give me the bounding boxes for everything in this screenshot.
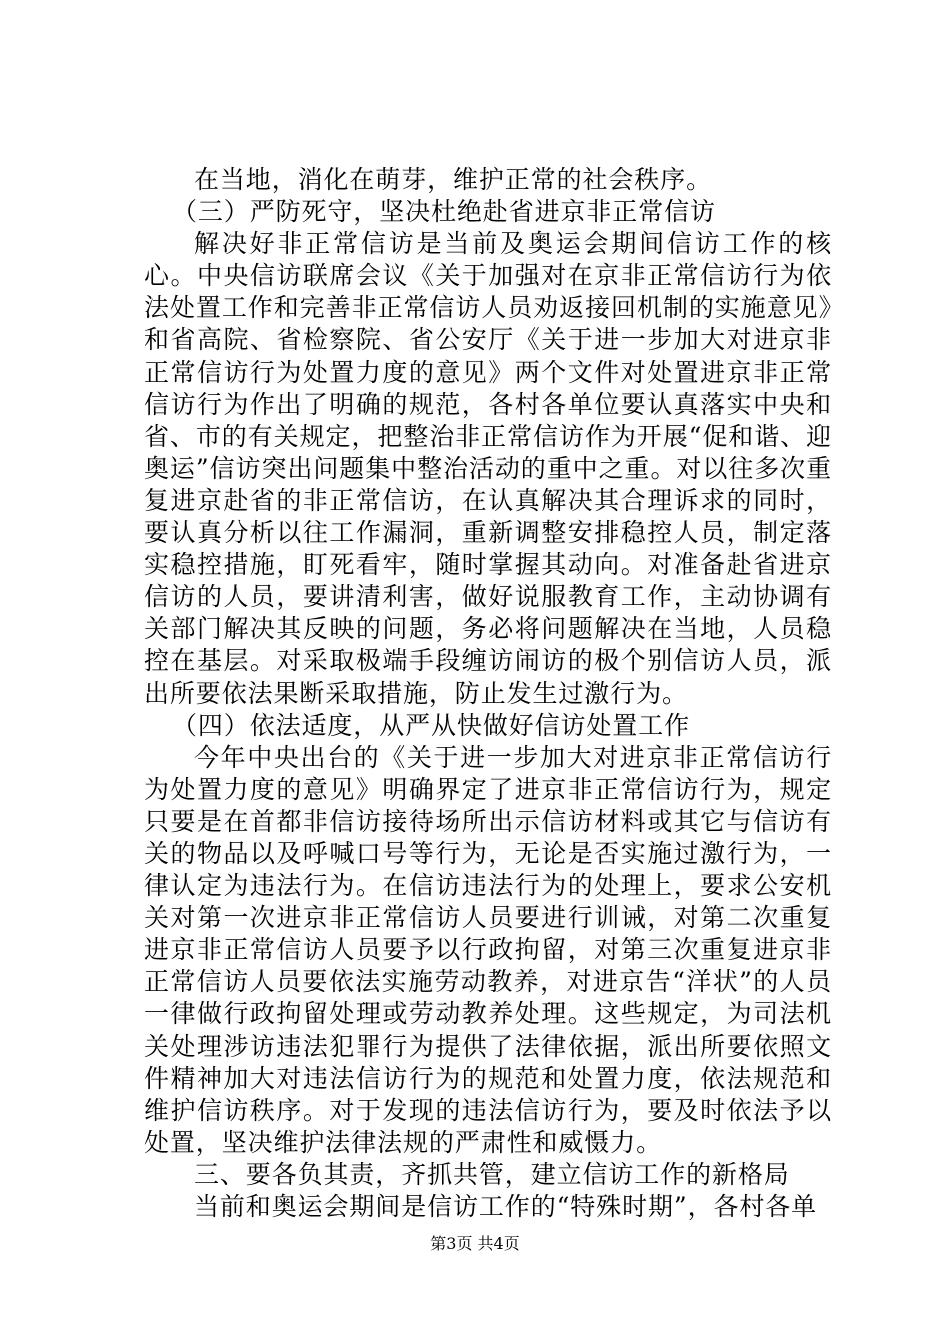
section-heading-3: （三）严防死守，坚决杜绝赴省进京非正常信访 (172, 197, 716, 227)
paragraph: 今年中央出台的《关于进一步加大对进京非正常信访行为处置力度的意见》明确界定了进京非正常信访行为，规定只要是在首都非信访接待场所出示信访材料或其它与信访有关的物品以及呼喊口号等行为，无论是否实施过激行为，一律认定为违法行为。在信访违法行为的处理上，要求公安机关对第一次进京非正常信访人员要进行训诫，对第二次重复进京非正常信访人员要予以行政拘留，对第三次重复进京非正常信访人员要依法实施劳动教养，对进京告“洋状”的人员一律做行政拘留处理或劳动教养处理。这些规定，为司法机关处理涉访违法犯罪行为提供了法律依据，派出所要依照文件精神加大对违法信访行为的规范和处置力度，依法规范和维护信访秩序。对于发现的违法信访行为，要及时依法予以处置，坚决维护法律法规的严肃性和威慑力。 (144, 742, 832, 1157)
paragraph-continuation: 在当地，消化在萌芽，维护正常的社会秩序。 (194, 165, 713, 194)
document-body (144, 164, 832, 1223)
chapter-heading-3: 三、要各负其责，齐抓共管，建立信访工作的新格局 (194, 1159, 790, 1189)
paragraph: 当前和奥运会期间是信访工作的“特殊时期”，各村各单 (194, 1192, 818, 1221)
page-number-footer: 第3页 共4页 (430, 1234, 520, 1253)
section-heading-4: （四）依法适度，从严从快做好信访处置工作 (172, 710, 691, 740)
paragraph: 解决好非正常信访是当前及奥运会期间信访工作的核心。中央信访联席会议《关于加强对在京非正常信访行为依法处置工作和完善非正常信访人员劝返接回机制的实施意见》和省高院、省检察院、省公安厅《关于进一步加大对进京非正常信访行为处置力度的意见》两个文件对处置进京非正常信访行为作出了明确的规范，各村各单位要认真落实中央和省、市的有关规定，把整治非正常信访作为开展“促和谐、迎奥运”信访突出问题集中整治活动的重中之重。对以往多次重复进京赴省的非正常信访，在认真解决其合理诉求的同时，要认真分析以往工作漏洞，重新调整安排稳控人员，制定落实稳控措施，盯死看牢，随时掌握其动向。对准备赴省进京信访的人员，要讲清利害，做好说服教育工作，主动协调有关部门解决其反映的问题，务必将问题解决在当地，人员稳控在基层。对采取极端手段缠访闹访的极个别信访人员，派出所要依法果断采取措施，防止发生过激行为。 (144, 229, 832, 708)
